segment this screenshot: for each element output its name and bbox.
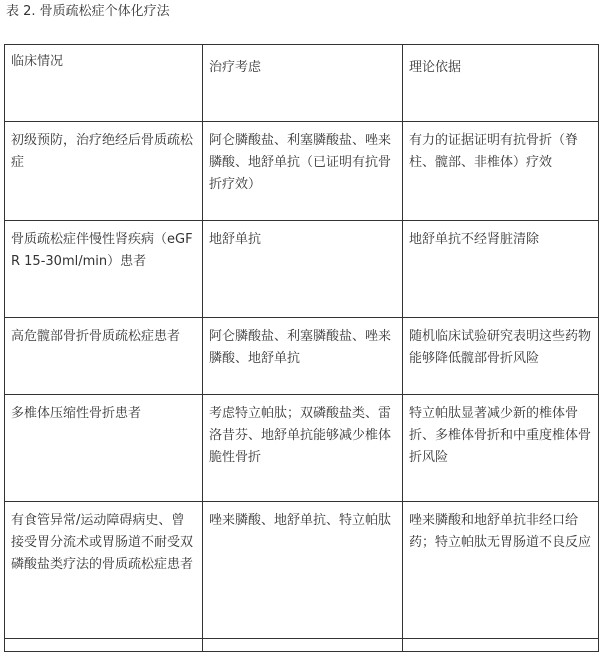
cell-rationale: 随机临床试验研究表明这些药物能够降低髋部骨折风险 (403, 318, 599, 395)
table-caption: 表 2. 骨质疏松症个体化疗法 (6, 4, 170, 19)
cell-situation: 高危髋部骨折骨质疏松症患者 (5, 318, 203, 395)
cell-situation: 初级预防，治疗绝经后骨质疏松症 (5, 122, 203, 221)
cell-rationale: 有力的证据证明有抗骨折（脊柱、髋部、非椎体）疗效 (403, 122, 599, 221)
table-row (5, 122, 599, 221)
table-row (5, 502, 599, 639)
cell-empty (403, 639, 599, 652)
table-row (5, 395, 599, 502)
cell-situation: 多椎体压缩性骨折患者 (5, 395, 203, 502)
header-treatment: 治疗考虑 (203, 45, 403, 122)
header-rationale: 理论依据 (403, 45, 599, 122)
cell-rationale: 特立帕肽显著减少新的椎体骨折、多椎体骨折和中重度椎体骨折风险 (403, 395, 599, 502)
cell-treatment: 唑来膦酸、地舒单抗、特立帕肽 (203, 502, 403, 639)
cell-rationale: 地舒单抗不经肾脏清除 (403, 221, 599, 318)
cell-treatment: 阿仑膦酸盐、利塞膦酸盐、唑来膦酸、地舒单抗（已证明有抗骨折疗效） (203, 122, 403, 221)
cell-empty (5, 639, 203, 652)
cell-treatment: 考虑特立帕肽；双磷酸盐类、雷洛昔芬、地舒单抗能够减少椎体脆性骨折 (203, 395, 403, 502)
cell-treatment: 阿仑膦酸盐、利塞膦酸盐、唑来膦酸、地舒单抗 (203, 318, 403, 395)
table-header-row (5, 45, 599, 122)
treatment-table (4, 44, 599, 652)
cell-rationale: 唑来膦酸和地舒单抗非经口给药；特立帕肽无胃肠道不良反应 (403, 502, 599, 639)
cell-situation: 骨质疏松症伴慢性肾疾病（eGFR 15-30ml/min）患者 (5, 221, 203, 318)
table-row (5, 221, 599, 318)
table-row-partial (5, 639, 599, 652)
cell-situation: 有食管异常/运动障碍病史、曾接受胃分流术或胃肠道不耐受双磷酸盐类疗法的骨质疏松症患者 (5, 502, 203, 639)
cell-empty (203, 639, 403, 652)
table-row (5, 318, 599, 395)
cell-treatment: 地舒单抗 (203, 221, 403, 318)
header-situation: 临床情况 (5, 45, 203, 122)
